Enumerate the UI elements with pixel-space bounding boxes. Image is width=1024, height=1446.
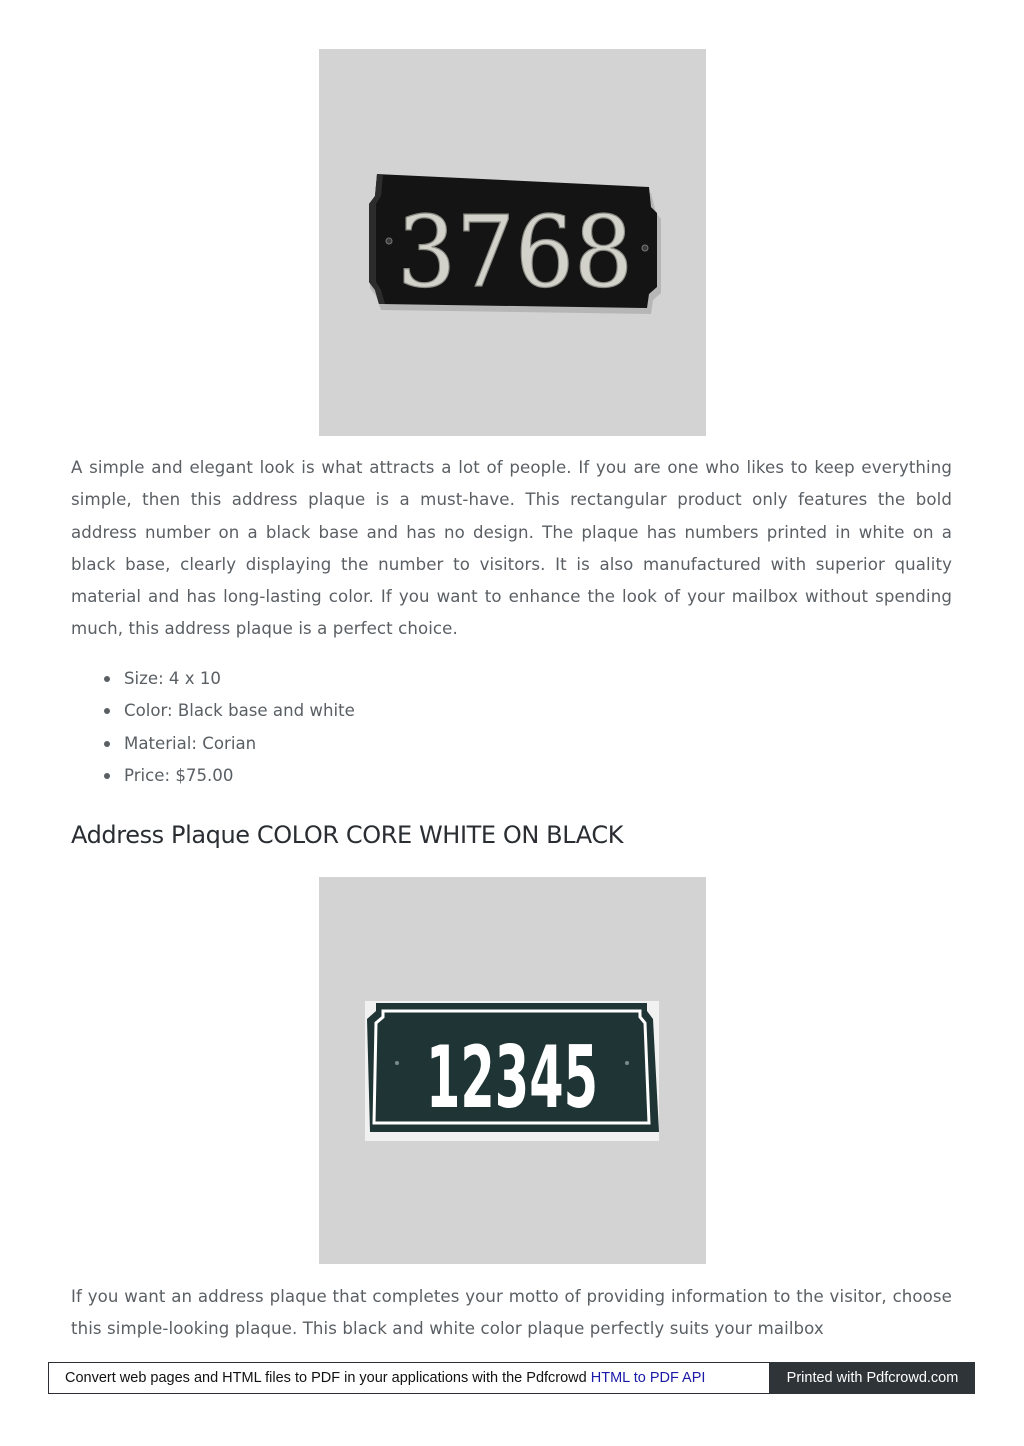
spec-item-color bbox=[124, 695, 355, 727]
spec-text: Color: Black base and white bbox=[124, 701, 355, 721]
spec-item-price bbox=[124, 760, 355, 792]
plaque-12345-graphic bbox=[319, 877, 706, 1264]
printed-with-pdfcrowd[interactable]: Printed with Pdfcrowd.com bbox=[770, 1362, 975, 1394]
spec-item-material bbox=[124, 728, 355, 760]
pdfcrowd-promo bbox=[48, 1362, 770, 1394]
html-to-pdf-api-link[interactable]: HTML to PDF API bbox=[590, 1370, 706, 1386]
plaque-number-text: 3768 bbox=[397, 196, 633, 310]
product-image-3768 bbox=[319, 49, 706, 436]
spec-item-size bbox=[124, 663, 355, 695]
section-heading: Address Plaque COLOR CORE WHITE ON BLACK bbox=[71, 821, 624, 849]
pdfcrowd-footer bbox=[48, 1362, 975, 1394]
pdfcrowd-promo-text: Convert web pages and HTML files to PDF in your applications with the Pdfcrowd bbox=[65, 1370, 587, 1386]
product-description-1: A simple and elegant look is what attracts a lot of people. If you are one who likes to keep everything simple, then this address plaque is a must-have. This rectangular product only features the bold address number on a black base and has no design. The plaque has numbers printed in white on a black base, clearly displaying the number to visitors. It is also manufactured with superior quality material and has long-lasting color. If you want to enhance the look of your mailbox without spending much, this address plaque is a perfect choice. bbox=[71, 458, 952, 639]
product-image-12345 bbox=[319, 877, 706, 1264]
spec-text: Price: $75.00 bbox=[124, 765, 234, 785]
spec-text: Material: Corian bbox=[124, 733, 257, 753]
plaque-3768-graphic bbox=[319, 49, 706, 436]
bullet-icon bbox=[104, 773, 110, 779]
spec-text: Size: 4 x 10 bbox=[124, 669, 221, 688]
bullet-icon bbox=[104, 676, 110, 682]
product-description-2: If you want an address plaque that completes your motto of providing information to the visitor, choose this simple-looking plaque. This black and white color plaque perfectly suits your mailbox bbox=[71, 1287, 952, 1339]
bullet-icon bbox=[104, 741, 110, 747]
product-specs-list bbox=[72, 663, 355, 792]
plaque-number-text: 12345 bbox=[426, 1028, 598, 1128]
bullet-icon bbox=[104, 708, 110, 714]
